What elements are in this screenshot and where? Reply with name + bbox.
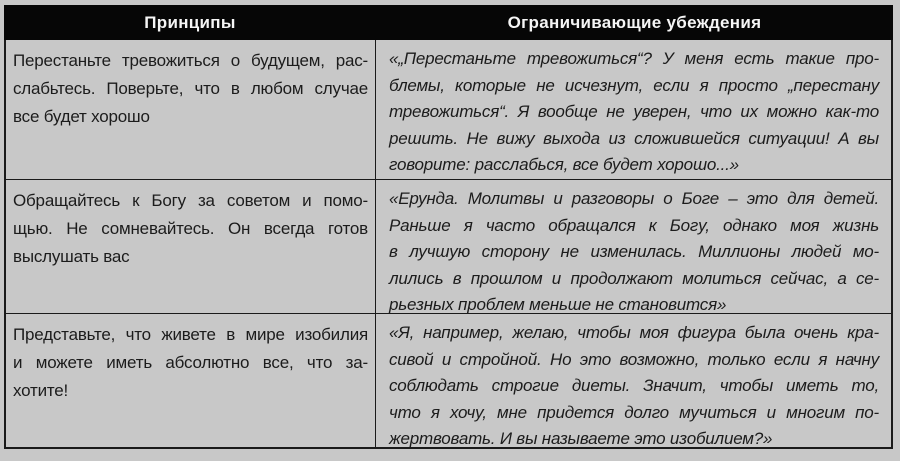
table-row [6, 40, 891, 179]
text-line: слабьтесь. Поверьте, что в любом случае [13, 79, 368, 98]
text-line: все будет хорошо [13, 107, 150, 126]
beliefs-table [4, 5, 893, 449]
principle-cell [6, 314, 376, 447]
text-line: щью. Не сомневайтесь. Он всегда готов [13, 219, 368, 238]
text-line: выслушать вас [13, 247, 130, 266]
text-line: «Ерунда. Молитвы и разговоры о Боге – это для детей. [389, 189, 879, 208]
column-header-limiting-beliefs: Ограничивающие убеждения [507, 13, 762, 32]
text-line: тревожиться“. Я вообще не уверен, что их можно как-то [389, 102, 879, 121]
text-line: блемы, которые не исчезнут, если я просто „перестану [389, 75, 879, 95]
table-header-row [4, 5, 893, 40]
table-row [6, 179, 891, 313]
text-line: решить. Не вижу выхода из сложившейся ситуации! А вы [389, 128, 879, 148]
text-line: говорите: расслабься, все будет хорошо...» [389, 155, 739, 174]
text-line: жертвовать. И вы называете это изобилием?» [389, 429, 773, 447]
belief-cell [376, 180, 891, 313]
text-line: в лучшую сторону не изменилась. Миллионы людей мо- [389, 242, 879, 261]
principle-cell [6, 180, 376, 313]
text-line: Раньше я часто обращался к Богу, однако моя жизнь [389, 215, 879, 235]
text-line: рьезных проблем меньше не становится» [389, 295, 727, 313]
text-line: хотите! [13, 381, 69, 400]
text-line: «„Перестаньте тревожиться“? У меня есть такие про- [389, 49, 879, 68]
principle-cell [6, 40, 376, 179]
column-header-principles: Принципы [144, 13, 236, 32]
text-line: Обращайтесь к Богу за советом и помо- [13, 191, 368, 210]
text-line: соблюдать строгие диеты. Значит, чтобы иметь то, [389, 376, 879, 395]
belief-cell [376, 314, 891, 447]
text-line: «Я, например, желаю, чтобы моя фигура была очень кра- [389, 323, 879, 342]
table-body [4, 40, 893, 449]
text-line: Представьте, что живете в мире изобилия [13, 325, 368, 344]
table-row [6, 313, 891, 447]
text-line: Перестаньте тревожиться о будущем, рас- [13, 51, 368, 70]
text-line: что я хочу, мне придется долго мучиться и многим по- [389, 402, 879, 422]
text-line: лились в прошлом и продолжают молиться сейчас, а се- [389, 268, 879, 288]
text-line: сивой и стройной. Но это возможно, только если я начну [389, 349, 879, 369]
belief-cell [376, 40, 891, 179]
text-line: и можете иметь абсолютно все, что за- [13, 353, 368, 372]
